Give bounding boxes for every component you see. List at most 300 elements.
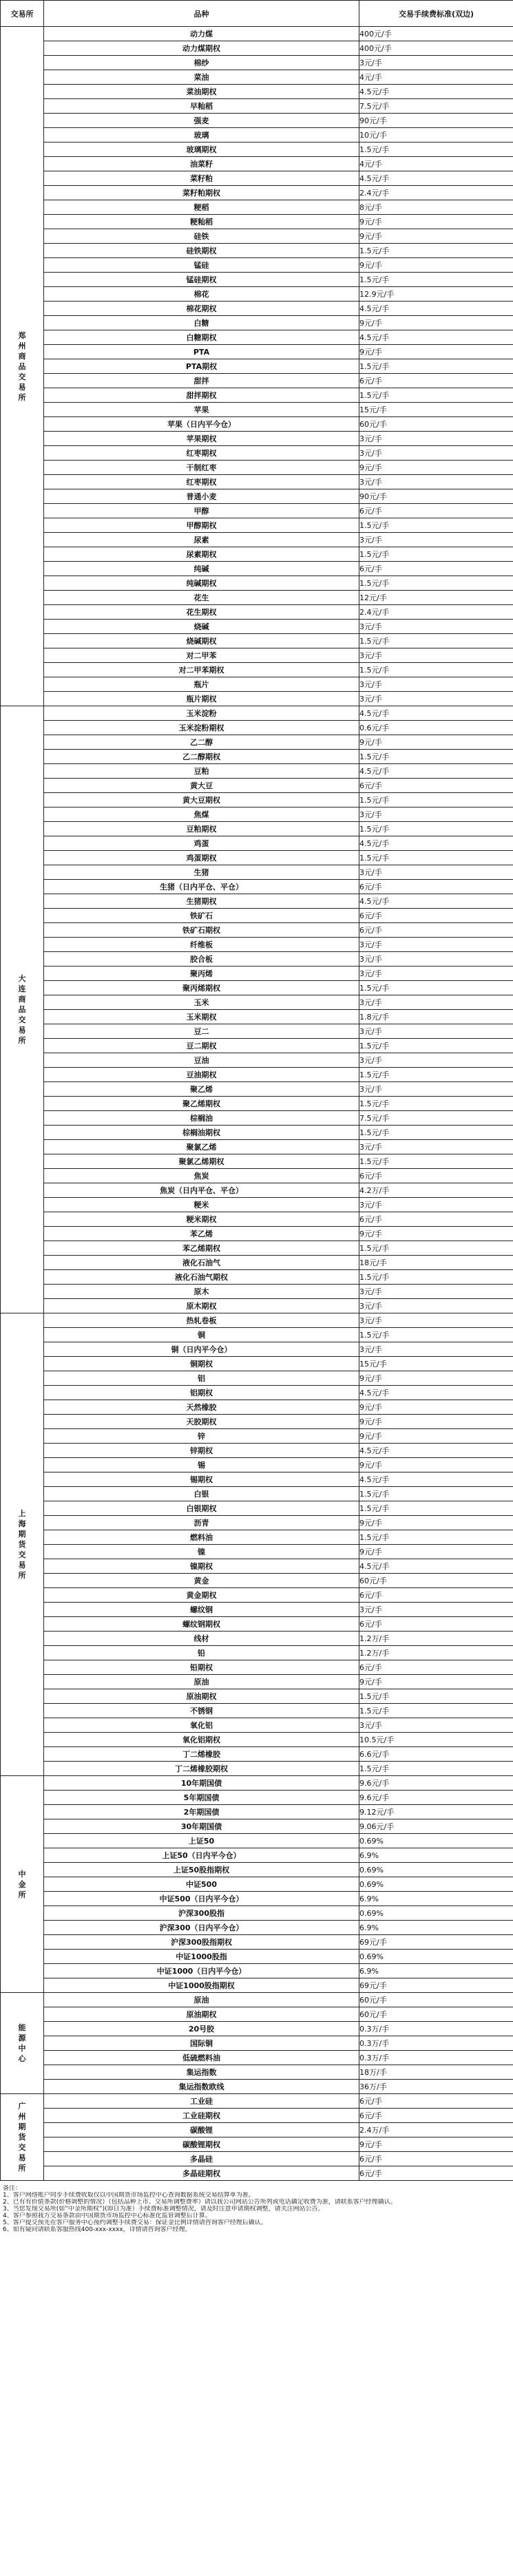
table-row xyxy=(1,1993,513,2007)
product-cell: 氧化铝 xyxy=(44,1718,359,1733)
table-row xyxy=(1,359,513,374)
product-cell: 玉米淀粉期权 xyxy=(44,721,359,735)
table-row xyxy=(1,1921,513,1935)
table-row xyxy=(1,1574,513,1588)
product-cell: 氧化铝期权 xyxy=(44,1733,359,1747)
fee-cell: 4.5元/手 xyxy=(359,171,513,186)
product-cell: 菜籽粕期权 xyxy=(44,186,359,200)
product-cell: 苹果期权 xyxy=(44,432,359,446)
product-cell: 棕榈油期权 xyxy=(44,1126,359,1140)
note-line: 2、已有有价值条款(价格调整的情况）（包括品种上市、交易所调整费率）请以我公司网站公告所列或电话确定收费为准，请联系客户经理确认。 xyxy=(3,2199,397,2206)
product-cell: 铜 xyxy=(44,1328,359,1342)
table-row xyxy=(1,706,513,721)
product-cell: 铁矿石 xyxy=(44,909,359,923)
product-cell: 干制红枣 xyxy=(44,461,359,475)
fee-cell: 1.5元/手 xyxy=(359,1328,513,1342)
fee-cell: 0.69% xyxy=(359,1950,513,1964)
fee-cell: 6元/手 xyxy=(359,1660,513,1675)
product-cell: 10年期国债 xyxy=(44,1776,359,1791)
table-row xyxy=(1,1545,513,1559)
fee-cell: 6元/手 xyxy=(359,1617,513,1632)
product-cell: 聚丙烯期权 xyxy=(44,981,359,995)
table-row xyxy=(1,142,513,157)
product-cell: 热轧卷板 xyxy=(44,1313,359,1328)
product-cell: 豆粕期权 xyxy=(44,822,359,836)
table-row xyxy=(1,518,513,533)
table-row xyxy=(1,822,513,836)
product-cell: 瓶片期权 xyxy=(44,692,359,706)
table-row xyxy=(1,2152,513,2166)
fee-cell: 4.5元/手 xyxy=(359,706,513,721)
fee-cell: 4.5元/手 xyxy=(359,302,513,316)
product-cell: 菜油 xyxy=(44,70,359,85)
fee-cell: 3元/手 xyxy=(359,432,513,446)
table-row xyxy=(1,1892,513,1906)
notes-section xyxy=(0,2181,513,2233)
table-row xyxy=(1,1357,513,1371)
product-cell: 锌期权 xyxy=(44,1444,359,1458)
product-cell: 鸡蛋 xyxy=(44,836,359,851)
table-row xyxy=(1,735,513,750)
product-cell: 工业硅 xyxy=(44,2094,359,2109)
product-cell: 螺纹钢期权 xyxy=(44,1617,359,1632)
fee-cell: 1.5元/手 xyxy=(359,1039,513,1053)
note-line: 4、客户参照我方交易条款由中国期货市场监控中心标准化监管调整后计算。 xyxy=(3,2213,211,2219)
product-cell: 甲醇期权 xyxy=(44,518,359,533)
fee-cell: 7.5元/手 xyxy=(359,1111,513,1126)
product-cell: 对二甲苯期权 xyxy=(44,663,359,677)
table-row xyxy=(1,562,513,576)
header-product: 品种 xyxy=(44,1,359,27)
fee-cell: 3元/手 xyxy=(359,1342,513,1357)
table-row xyxy=(1,836,513,851)
table-row xyxy=(1,1241,513,1256)
fee-cell: 18元/手 xyxy=(359,1256,513,1270)
header-row xyxy=(1,1,513,27)
table-row xyxy=(1,461,513,475)
fee-cell: 0.69% xyxy=(359,1906,513,1921)
product-cell: 30年期国债 xyxy=(44,1819,359,1834)
fee-cell: 1.5元/手 xyxy=(359,663,513,677)
table-row xyxy=(1,721,513,735)
table-row xyxy=(1,2109,513,2123)
table-row xyxy=(1,1270,513,1285)
product-cell: 鸡蛋期权 xyxy=(44,851,359,865)
fee-cell: 18万/手 xyxy=(359,2065,513,2080)
product-cell: 焦炭 xyxy=(44,1169,359,1183)
table-row xyxy=(1,807,513,822)
fee-cell: 2.4元/手 xyxy=(359,605,513,620)
product-cell: 聚氯乙烯 xyxy=(44,1140,359,1154)
fee-cell: 6元/手 xyxy=(359,2152,513,2166)
product-cell: 生猪（日内平仓、平仓） xyxy=(44,880,359,894)
fee-cell: 9元/手 xyxy=(359,1675,513,1689)
product-cell: 聚乙烯 xyxy=(44,1082,359,1097)
product-cell: 纤维板 xyxy=(44,938,359,952)
table-row xyxy=(1,2022,513,2036)
fee-cell: 3元/手 xyxy=(359,967,513,981)
product-cell: 2年期国债 xyxy=(44,1805,359,1819)
table-row xyxy=(1,1935,513,1950)
product-cell: 硅铁期权 xyxy=(44,244,359,258)
fee-cell: 9元/手 xyxy=(359,345,513,359)
product-cell: 碳酸锂期权 xyxy=(44,2137,359,2152)
table-row xyxy=(1,345,513,359)
table-row xyxy=(1,1733,513,1747)
fee-table-body xyxy=(1,27,513,2181)
fee-cell: 6元/手 xyxy=(359,2094,513,2109)
product-cell: 玻璃 xyxy=(44,128,359,142)
table-row xyxy=(1,475,513,489)
exchange-cell xyxy=(1,27,44,706)
product-cell: 聚氯乙烯期权 xyxy=(44,1154,359,1169)
fee-cell: 0.6元/手 xyxy=(359,721,513,735)
product-cell: 粳米 xyxy=(44,1198,359,1212)
product-cell: 多晶硅期权 xyxy=(44,2166,359,2181)
table-row xyxy=(1,2094,513,2109)
fee-cell: 3元/手 xyxy=(359,1718,513,1733)
table-row xyxy=(1,1487,513,1501)
table-row xyxy=(1,446,513,461)
fee-cell: 9元/手 xyxy=(359,1429,513,1444)
table-row xyxy=(1,316,513,330)
exchange-name: 广州期货交易所 xyxy=(18,2102,26,2173)
product-cell: 玉米 xyxy=(44,995,359,1010)
product-cell: 中证1000（日内平今仓） xyxy=(44,1964,359,1978)
product-cell: 原木期权 xyxy=(44,1299,359,1313)
fee-cell: 1.5元/手 xyxy=(359,1704,513,1718)
product-cell: 苹果 xyxy=(44,403,359,417)
table-row xyxy=(1,620,513,634)
fee-cell: 6元/手 xyxy=(359,2109,513,2123)
fee-cell: 1.5元/手 xyxy=(359,388,513,403)
fee-cell: 1.2万/手 xyxy=(359,1632,513,1646)
fee-cell: 1.5元/手 xyxy=(359,750,513,764)
note-line: 5、客户提交预先在客户服务中心预约调整手续费交易：保证金比例详情请咨询客户经理后确认。 xyxy=(3,2219,267,2226)
fee-cell: 4元/手 xyxy=(359,70,513,85)
fee-cell: 3元/手 xyxy=(359,1053,513,1068)
table-row xyxy=(1,1588,513,1603)
fee-cell: 3元/手 xyxy=(359,677,513,692)
table-row xyxy=(1,2007,513,2022)
table-row xyxy=(1,157,513,171)
product-cell: 早籼稻 xyxy=(44,99,359,114)
table-row xyxy=(1,1140,513,1154)
table-row xyxy=(1,330,513,345)
table-row xyxy=(1,1877,513,1892)
table-row xyxy=(1,663,513,677)
table-row xyxy=(1,995,513,1010)
fee-cell: 9元/手 xyxy=(359,1371,513,1386)
table-row xyxy=(1,1024,513,1039)
fee-cell: 9元/手 xyxy=(359,1516,513,1530)
fee-cell: 1.5元/手 xyxy=(359,793,513,807)
table-row xyxy=(1,981,513,995)
product-cell: 红枣期权 xyxy=(44,475,359,489)
note-line: 备注： xyxy=(3,2185,22,2192)
table-row xyxy=(1,1010,513,1024)
table-row xyxy=(1,2166,513,2181)
product-cell: 苹果（日内平今仓） xyxy=(44,417,359,432)
note-line: 6、如有疑问请联系客服热线400-xxx-xxxx，详情请咨询客户经理。 xyxy=(3,2226,191,2233)
fee-cell: 6.9% xyxy=(359,1921,513,1935)
product-cell: 花生 xyxy=(44,591,359,605)
fee-cell: 3元/手 xyxy=(359,1285,513,1299)
fee-cell: 69元/手 xyxy=(359,1978,513,1993)
table-row xyxy=(1,1646,513,1660)
fee-cell: 3元/手 xyxy=(359,1140,513,1154)
fee-cell: 4.2万/手 xyxy=(359,1183,513,1198)
fee-cell: 36万/手 xyxy=(359,2080,513,2094)
product-cell: 对二甲苯 xyxy=(44,648,359,663)
fee-cell: 3元/手 xyxy=(359,865,513,880)
product-cell: 焦煤 xyxy=(44,807,359,822)
fee-cell: 1.5元/手 xyxy=(359,1530,513,1545)
fee-cell: 69元/手 xyxy=(359,1935,513,1950)
table-row xyxy=(1,2065,513,2080)
product-cell: 原油 xyxy=(44,1993,359,2007)
fee-cell: 6元/手 xyxy=(359,504,513,518)
fee-cell: 1.5元/手 xyxy=(359,1097,513,1111)
table-row xyxy=(1,1444,513,1458)
fee-cell: 6元/手 xyxy=(359,1169,513,1183)
fee-cell: 9元/手 xyxy=(359,1400,513,1415)
product-cell: 菜籽粕 xyxy=(44,171,359,186)
fee-cell: 60元/手 xyxy=(359,2007,513,2022)
table-row xyxy=(1,1386,513,1400)
product-cell: 白糖期权 xyxy=(44,330,359,345)
product-cell: 苯乙烯 xyxy=(44,1227,359,1241)
fee-cell: 1.5元/手 xyxy=(359,1154,513,1169)
fee-cell: 9元/手 xyxy=(359,316,513,330)
fee-cell: 0.69% xyxy=(359,1834,513,1848)
table-row xyxy=(1,880,513,894)
product-cell: 纯碱期权 xyxy=(44,576,359,591)
table-row xyxy=(1,1559,513,1574)
product-cell: 锌 xyxy=(44,1429,359,1444)
table-row xyxy=(1,1328,513,1342)
table-row xyxy=(1,1154,513,1169)
table-row xyxy=(1,634,513,648)
fee-cell: 1.8元/手 xyxy=(359,1010,513,1024)
fee-cell: 9.6元/手 xyxy=(359,1776,513,1791)
product-cell: 沪深300股指 xyxy=(44,1906,359,1921)
product-cell: 铁矿石期权 xyxy=(44,923,359,938)
fee-cell: 1.5元/手 xyxy=(359,142,513,157)
fee-cell: 7.5元/手 xyxy=(359,99,513,114)
table-row xyxy=(1,229,513,244)
table-row xyxy=(1,952,513,967)
fee-cell: 12.9元/手 xyxy=(359,287,513,302)
fee-cell: 6.9% xyxy=(359,1892,513,1906)
fee-cell: 10.5元/手 xyxy=(359,1733,513,1747)
table-row xyxy=(1,1458,513,1472)
fee-cell: 3元/手 xyxy=(359,446,513,461)
table-row xyxy=(1,779,513,793)
fee-cell: 6元/手 xyxy=(359,923,513,938)
exchange-name: 上海期货交易所 xyxy=(18,1509,26,1580)
product-cell: 烧碱期权 xyxy=(44,634,359,648)
fee-cell: 3元/手 xyxy=(359,1198,513,1212)
table-row xyxy=(1,1603,513,1617)
product-cell: 丁二烯橡胶期权 xyxy=(44,1762,359,1776)
fee-cell: 1.5元/手 xyxy=(359,1689,513,1704)
table-row xyxy=(1,417,513,432)
fee-cell: 1.5元/手 xyxy=(359,1270,513,1285)
table-row xyxy=(1,851,513,865)
product-cell: 棉纱 xyxy=(44,56,359,70)
table-row xyxy=(1,1617,513,1632)
fee-cell: 1.5元/手 xyxy=(359,518,513,533)
table-row xyxy=(1,1299,513,1313)
product-cell: 油菜籽 xyxy=(44,157,359,171)
fee-cell: 60元/手 xyxy=(359,1574,513,1588)
product-cell: 普通小麦 xyxy=(44,489,359,504)
table-row xyxy=(1,967,513,981)
table-row xyxy=(1,1415,513,1429)
product-cell: 尿素期权 xyxy=(44,547,359,562)
fee-cell: 60元/手 xyxy=(359,1993,513,2007)
fee-cell: 9元/手 xyxy=(359,1227,513,1241)
table-row xyxy=(1,2080,513,2094)
product-cell: 尿素 xyxy=(44,533,359,547)
fee-cell: 3元/手 xyxy=(359,475,513,489)
fee-cell: 4.5元/手 xyxy=(359,1386,513,1400)
fee-cell: 1.2万/手 xyxy=(359,1646,513,1660)
product-cell: 棕榈油 xyxy=(44,1111,359,1126)
table-row xyxy=(1,2036,513,2051)
table-row xyxy=(1,1183,513,1198)
fee-cell: 1.5元/手 xyxy=(359,981,513,995)
product-cell: 生猪 xyxy=(44,865,359,880)
product-cell: 黄大豆期权 xyxy=(44,793,359,807)
table-row xyxy=(1,2137,513,2152)
table-row xyxy=(1,1964,513,1978)
fee-cell: 3元/手 xyxy=(359,1082,513,1097)
fee-cell: 90元/手 xyxy=(359,489,513,504)
exchange-name: 郑州商品交易所 xyxy=(18,330,26,402)
fee-cell: 1.5元/手 xyxy=(359,273,513,287)
product-cell: 粳米期权 xyxy=(44,1212,359,1227)
fee-cell: 15元/手 xyxy=(359,1357,513,1371)
product-cell: 液化石油气 xyxy=(44,1256,359,1270)
table-row xyxy=(1,1082,513,1097)
fee-cell: 4.5元/手 xyxy=(359,1559,513,1574)
fee-cell: 1.5元/手 xyxy=(359,547,513,562)
product-cell: 5年期国债 xyxy=(44,1791,359,1805)
product-cell: 20号胶 xyxy=(44,2022,359,2036)
fee-cell: 1.5元/手 xyxy=(359,634,513,648)
product-cell: 豆油 xyxy=(44,1053,359,1068)
fee-cell: 3元/手 xyxy=(359,952,513,967)
product-cell: 生猪期权 xyxy=(44,894,359,909)
table-row xyxy=(1,865,513,880)
product-cell: 强麦 xyxy=(44,114,359,128)
product-cell: 苯乙烯期权 xyxy=(44,1241,359,1256)
fee-cell: 6.9% xyxy=(359,1848,513,1863)
table-row xyxy=(1,923,513,938)
fee-cell: 1.5元/手 xyxy=(359,1487,513,1501)
product-cell: 锰硅期权 xyxy=(44,273,359,287)
product-cell: 螺纹钢 xyxy=(44,1603,359,1617)
fee-cell: 6元/手 xyxy=(359,909,513,923)
table-row xyxy=(1,374,513,388)
product-cell: 线材 xyxy=(44,1632,359,1646)
fee-cell: 1.5元/手 xyxy=(359,822,513,836)
product-cell: 聚丙烯 xyxy=(44,967,359,981)
fee-cell: 1.5元/手 xyxy=(359,1068,513,1082)
table-row xyxy=(1,41,513,56)
product-cell: 白银 xyxy=(44,1487,359,1501)
fee-cell: 3元/手 xyxy=(359,1299,513,1313)
table-row xyxy=(1,287,513,302)
product-cell: 沪深300股指期权 xyxy=(44,1935,359,1950)
product-cell: 中证1000股指 xyxy=(44,1950,359,1964)
exchange-cell xyxy=(1,706,44,1313)
product-cell: 上证50（日内平今仓） xyxy=(44,1848,359,1863)
exchange-name: 大连商品交易所 xyxy=(18,974,26,1045)
fee-cell: 0.3万/手 xyxy=(359,2036,513,2051)
product-cell: 多晶硅 xyxy=(44,2152,359,2166)
fee-cell: 3元/手 xyxy=(359,807,513,822)
table-row xyxy=(1,1675,513,1689)
table-row xyxy=(1,1313,513,1328)
table-row xyxy=(1,1068,513,1082)
fee-cell: 0.69% xyxy=(359,1863,513,1877)
product-cell: 工业硅期权 xyxy=(44,2109,359,2123)
fee-cell: 6元/手 xyxy=(359,779,513,793)
product-cell: PTA期权 xyxy=(44,359,359,374)
fee-cell: 90元/手 xyxy=(359,114,513,128)
fee-cell: 15元/手 xyxy=(359,403,513,417)
product-cell: 豆粕 xyxy=(44,764,359,779)
product-cell: 粳稻 xyxy=(44,200,359,215)
table-row xyxy=(1,258,513,273)
product-cell: 锰硅 xyxy=(44,258,359,273)
product-cell: 玉米淀粉 xyxy=(44,706,359,721)
product-cell: 不锈钢 xyxy=(44,1704,359,1718)
table-row xyxy=(1,1053,513,1068)
fee-cell: 6元/手 xyxy=(359,374,513,388)
fee-cell: 6元/手 xyxy=(359,562,513,576)
fee-cell: 3元/手 xyxy=(359,938,513,952)
fee-cell: 3元/手 xyxy=(359,533,513,547)
product-cell: 原油 xyxy=(44,1675,359,1689)
table-row xyxy=(1,1863,513,1877)
table-row xyxy=(1,1198,513,1212)
fee-cell: 10元/手 xyxy=(359,128,513,142)
product-cell: PTA xyxy=(44,345,359,359)
table-row xyxy=(1,273,513,287)
table-row xyxy=(1,677,513,692)
table-row xyxy=(1,648,513,663)
exchange-cell xyxy=(1,1993,44,2094)
product-cell: 红枣期权 xyxy=(44,446,359,461)
product-cell: 原油期权 xyxy=(44,2007,359,2022)
product-cell: 天胶期权 xyxy=(44,1415,359,1429)
table-row xyxy=(1,215,513,229)
header-exchange: 交易所 xyxy=(1,1,44,27)
fee-cell: 6元/手 xyxy=(359,1212,513,1227)
table-row xyxy=(1,70,513,85)
table-row xyxy=(1,591,513,605)
fee-cell: 3元/手 xyxy=(359,995,513,1010)
table-row xyxy=(1,1530,513,1545)
fee-cell: 1.5元/手 xyxy=(359,359,513,374)
product-cell: 菜油期权 xyxy=(44,85,359,99)
table-row xyxy=(1,1776,513,1791)
product-cell: 锡 xyxy=(44,1458,359,1472)
